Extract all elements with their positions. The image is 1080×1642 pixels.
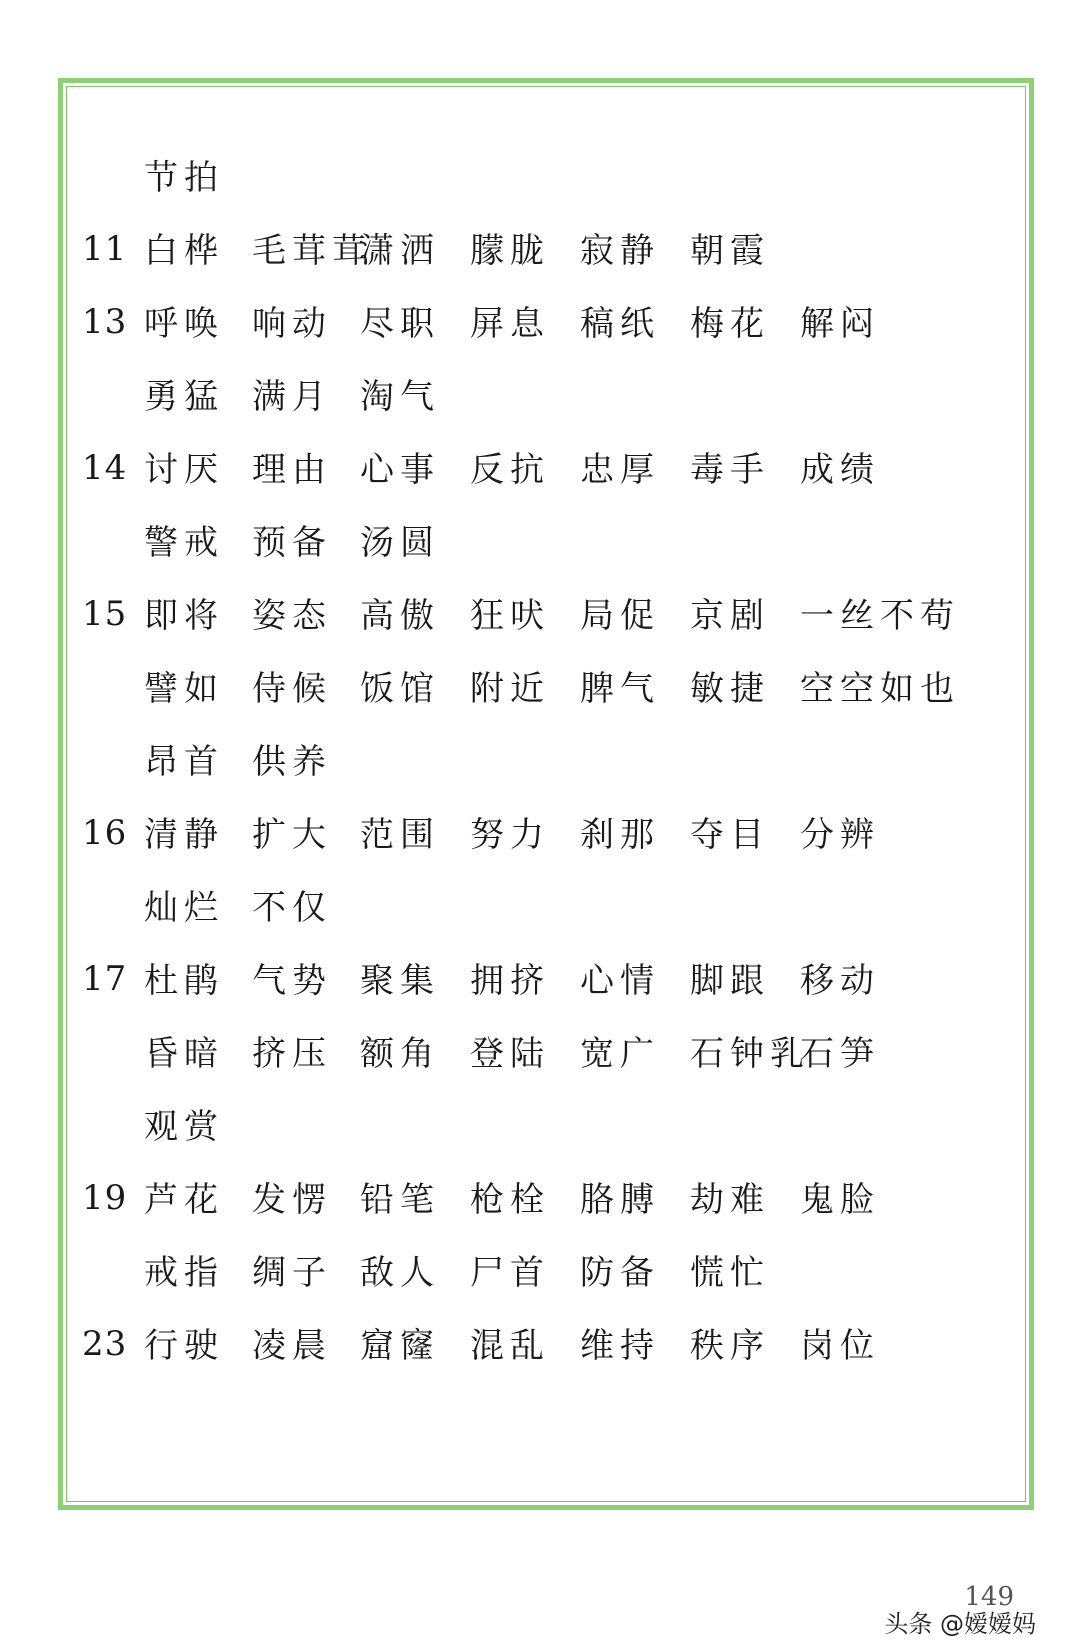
watermark: 头条 @嫒嫒妈 [884,1610,1036,1638]
vocab-word: 警戒 [144,523,224,563]
vocab-word: 气势 [252,961,332,1001]
vocab-row [66,1026,1026,1086]
vocab-word: 宽广 [580,1034,660,1074]
vocab-word: 拥挤 [470,961,550,1001]
page-number: 149 [964,1582,1014,1612]
vocab-word: 聚集 [360,961,440,1001]
vocab-word: 尸首 [470,1253,550,1293]
vocab-word: 屏息 [470,304,550,344]
vocab-word: 杜鹃 [144,961,224,1001]
vocab-word: 扩大 [252,815,332,855]
vocab-word: 昏暗 [144,1034,224,1074]
vocab-word: 梅花 [690,304,770,344]
vocab-row [66,369,1026,429]
vocab-word: 发愣 [252,1180,332,1220]
vocab-word: 呼唤 [144,304,224,344]
vocab-word: 混乱 [470,1326,550,1366]
vocab-word: 一丝不苟 [800,596,960,636]
vocab-row [66,807,1026,867]
vocab-word: 高傲 [360,596,440,636]
vocab-word: 稿纸 [580,304,660,344]
vocab-word: 挤压 [252,1034,332,1074]
vocab-word: 心事 [360,450,440,490]
vocab-word: 理由 [252,450,332,490]
vocabulary-list [66,86,1026,1502]
vocab-word: 慌忙 [690,1253,770,1293]
vocab-row [66,296,1026,356]
vocab-word: 节拍 [144,158,224,198]
vocab-word: 脾气 [580,669,660,709]
vocab-word: 范围 [360,815,440,855]
vocab-word: 铅笔 [360,1180,440,1220]
lesson-number: 23 [82,1324,128,1364]
lesson-number: 19 [82,1178,128,1218]
vocab-word: 分辨 [800,815,880,855]
vocab-word: 石笋 [800,1034,880,1074]
vocab-word: 戒指 [144,1253,224,1293]
vocab-word: 行驶 [144,1326,224,1366]
vocab-row [66,1099,1026,1159]
vocab-row [66,588,1026,648]
vocab-row [66,223,1026,283]
vocab-word: 防备 [580,1253,660,1293]
vocab-word: 额角 [360,1034,440,1074]
vocab-word: 石钟乳 [690,1034,810,1074]
vocab-word: 成绩 [800,450,880,490]
vocab-word: 敏捷 [690,669,770,709]
vocab-word: 淘气 [360,377,440,417]
vocab-word: 白桦 [144,231,224,271]
vocab-row [66,1245,1026,1305]
vocab-word: 胳膊 [580,1180,660,1220]
vocab-word: 移动 [800,961,880,1001]
vocab-word: 空空如也 [800,669,960,709]
vocab-word: 潇洒 [360,231,440,271]
vocab-row [66,1318,1026,1378]
vocab-word: 昂首 [144,742,224,782]
lesson-number: 13 [82,302,128,342]
vocab-word: 局促 [580,596,660,636]
vocab-word: 脚跟 [690,961,770,1001]
vocab-word: 饭馆 [360,669,440,709]
vocab-word: 凌晨 [252,1326,332,1366]
vocab-word: 勇猛 [144,377,224,417]
vocab-row [66,661,1026,721]
vocab-word: 秩序 [690,1326,770,1366]
lesson-number: 14 [82,448,128,488]
vocab-word: 即将 [144,596,224,636]
vocab-word: 努力 [470,815,550,855]
vocab-word: 狂吠 [470,596,550,636]
lesson-number: 15 [82,594,128,634]
vocab-row [66,1172,1026,1232]
vocab-row [66,515,1026,575]
vocab-word: 朝霞 [690,231,770,271]
vocab-word: 窟窿 [360,1326,440,1366]
vocab-word: 刹那 [580,815,660,855]
vocab-word: 心情 [580,961,660,1001]
vocab-word: 反抗 [470,450,550,490]
vocab-word: 汤圆 [360,523,440,563]
vocab-word: 寂静 [580,231,660,271]
vocab-word: 维持 [580,1326,660,1366]
vocab-word: 譬如 [144,669,224,709]
vocab-word: 预备 [252,523,332,563]
lesson-number: 16 [82,813,128,853]
vocab-row [66,880,1026,940]
vocab-word: 清静 [144,815,224,855]
vocab-word: 芦花 [144,1180,224,1220]
vocab-word: 毒手 [690,450,770,490]
vocab-word: 登陆 [470,1034,550,1074]
vocab-word: 绸子 [252,1253,332,1293]
vocab-word: 枪栓 [470,1180,550,1220]
vocab-word: 不仅 [252,888,332,928]
vocab-word: 满月 [252,377,332,417]
vocab-word: 毛茸茸 [252,231,372,271]
vocab-row [66,953,1026,1013]
vocab-row [66,150,1026,210]
vocab-word: 观赏 [144,1107,224,1147]
vocab-row [66,734,1026,794]
vocab-word: 响动 [252,304,332,344]
vocab-word: 夺目 [690,815,770,855]
vocab-word: 岗位 [800,1326,880,1366]
vocab-word: 灿烂 [144,888,224,928]
vocab-word: 朦胧 [470,231,550,271]
vocab-word: 忠厚 [580,450,660,490]
vocab-word: 侍候 [252,669,332,709]
vocab-word: 鬼脸 [800,1180,880,1220]
vocab-word: 尽职 [360,304,440,344]
vocab-word: 姿态 [252,596,332,636]
vocab-word: 附近 [470,669,550,709]
vocab-word: 京剧 [690,596,770,636]
vocab-word: 劫难 [690,1180,770,1220]
vocab-word: 敌人 [360,1253,440,1293]
vocab-row [66,442,1026,502]
vocab-word: 解闷 [800,304,880,344]
lesson-number: 11 [82,229,128,269]
lesson-number: 17 [82,959,128,999]
vocab-word: 供养 [252,742,332,782]
vocab-word: 讨厌 [144,450,224,490]
